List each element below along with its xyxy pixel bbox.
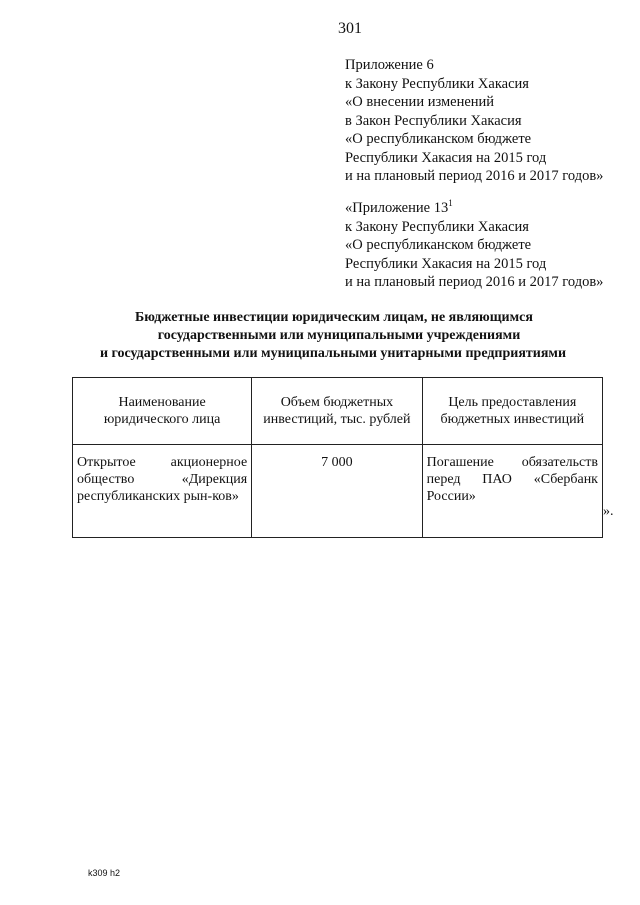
footer-document-code: k309 h2 <box>88 868 121 878</box>
closing-quote-mark: ». <box>603 504 614 519</box>
header-investment-purpose: Цель предоставления бюджетных инвестиций <box>422 378 602 445</box>
annex-13-superscript: 1 <box>448 198 453 209</box>
title-line: государственными или муниципальными учреждениями <box>157 328 521 343</box>
title-line: Бюджетные инвестиции юридическим лицам, не являющимся <box>135 310 533 325</box>
annex-6-line: Приложение 6 <box>345 57 434 73</box>
annex-13-line: к Закону Республики Хакасия <box>345 218 529 235</box>
cell-investment-purpose: Погашение обязательств перед ПАО «Сбербанк России» <box>422 445 602 538</box>
annex-13-line: Республики Хакасия на 2015 год <box>345 255 547 272</box>
annex-6-line: в Закон Республики Хакасия <box>345 112 522 129</box>
annex-13-heading <box>345 199 603 218</box>
annex-6-line: к Закону Республики Хакасия <box>345 75 529 92</box>
annex-13-line: и на плановый период 2016 и 2017 годов» <box>345 274 604 290</box>
annex-13-header <box>345 199 603 292</box>
annex-6-line: «О республиканском бюджете <box>345 131 532 147</box>
annex-6-line: «О внесении изменений <box>345 94 495 110</box>
header-investment-amount: Объем бюджетных инвестиций, тыс. рублей <box>252 378 422 445</box>
table-header-row <box>73 378 603 445</box>
annex-13-heading-text: «Приложение 13 <box>345 200 449 216</box>
annex-6-line: и на плановый период 2016 и 2017 годов» <box>345 168 604 184</box>
table-row <box>73 445 603 538</box>
page-number: 301 <box>338 20 362 37</box>
cell-investment-amount: 7 000 <box>252 445 422 538</box>
annex-6-header <box>345 56 603 186</box>
annex-13-line: «О республиканском бюджете <box>345 237 532 253</box>
annex-6-line: Республики Хакасия на 2015 год <box>345 149 547 166</box>
cell-entity-name: Открытое акционерное общество «Дирекция республиканских рын-ков» <box>73 445 252 538</box>
investments-table <box>72 377 603 538</box>
document-title <box>40 309 640 363</box>
header-entity-name: Наименование юридического лица <box>73 378 252 445</box>
title-line: и государственными или муниципальными унитарными предприятиями <box>99 346 567 361</box>
